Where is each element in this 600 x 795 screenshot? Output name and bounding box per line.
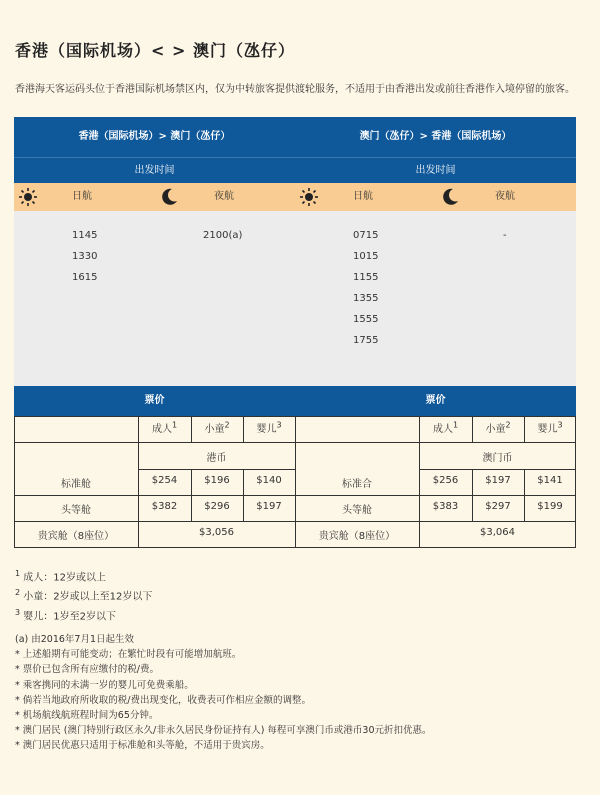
first-infant-price: $197 bbox=[256, 501, 282, 512]
departure-time: 1755 bbox=[353, 335, 379, 346]
page-title: 香港（国际机场）< > 澳门（氹仔） bbox=[15, 41, 295, 60]
route-table-macau-to-hkg bbox=[295, 117, 576, 548]
term-item: * 澳门居民优惠只适用于标准舱和头等舱，不适用于贵宾房。 bbox=[15, 740, 270, 752]
timetable-area bbox=[14, 211, 295, 386]
standard-child-price: $197 bbox=[485, 475, 511, 486]
fare-header: 票价 bbox=[14, 386, 295, 416]
night-flight-label: 夜航 bbox=[495, 191, 515, 202]
term-item: * 乘客携同的未满一岁的婴儿可免费乘船。 bbox=[15, 679, 194, 691]
vip-price: $3,056 bbox=[199, 527, 234, 538]
departure-time: 1145 bbox=[72, 230, 98, 241]
adult-column-header: 成人$^1$ bbox=[151, 420, 178, 435]
night-times-list bbox=[203, 225, 242, 246]
standard-child-price: $196 bbox=[204, 475, 230, 486]
day-night-subheader bbox=[14, 183, 295, 211]
departure-time: 1155 bbox=[353, 272, 379, 283]
intro-text: 香港海天客运码头位于香港国际机场禁区内，仅为中转旅客提供渡轮服务，不适用于由香港出发或前往香港作入境停留的旅客。 bbox=[15, 84, 575, 95]
first-child-price: $297 bbox=[485, 501, 511, 512]
route-header: 香港（国际机场）> 澳门（氹仔） bbox=[14, 117, 295, 157]
moon-icon bbox=[440, 183, 460, 211]
currency-label: 澳门币 bbox=[482, 453, 513, 464]
departure-time: 0715 bbox=[353, 230, 379, 241]
departure-time: 1330 bbox=[72, 251, 98, 262]
currency-label: 港币 bbox=[206, 453, 227, 464]
first-child-price: $296 bbox=[204, 501, 230, 512]
vip-price: $3,064 bbox=[480, 527, 515, 538]
route-header: 澳门（氹仔）> 香港（国际机场） bbox=[295, 117, 576, 157]
day-flight-label: 日航 bbox=[72, 191, 92, 202]
timetable-area bbox=[295, 211, 576, 386]
child-column-header: 小童$^2$ bbox=[204, 420, 230, 435]
departure-time: 1555 bbox=[353, 314, 379, 325]
vip-class-label: 贵宾舱（8座位） bbox=[318, 531, 396, 542]
first-adult-price: $383 bbox=[432, 501, 459, 512]
standard-infant-price: $140 bbox=[256, 475, 282, 486]
child-column-header: 小童$^2$ bbox=[485, 420, 511, 435]
departure-time: 1015 bbox=[353, 251, 379, 262]
term-item: * 倘若当地政府所收取的税/费出现变化，收费表可作相应金额的调整。 bbox=[15, 694, 311, 706]
departure-time: - bbox=[503, 230, 507, 241]
footnote: $^2$ 小童：2岁或以上至12岁以下 bbox=[15, 588, 153, 603]
fare-table bbox=[295, 416, 576, 548]
term-item: * 上述船期有可能变动；在繁忙时段有可能增加航班。 bbox=[15, 649, 242, 661]
age-footnotes bbox=[15, 566, 152, 624]
departure-time: 2100(a) bbox=[203, 230, 243, 241]
departure-time: 1355 bbox=[353, 293, 379, 304]
standard-infant-price: $141 bbox=[537, 475, 563, 486]
term-item: * 机场航线航班程时间为65分钟。 bbox=[15, 710, 159, 722]
standard-adult-price: $256 bbox=[432, 475, 459, 486]
departure-time-header: 出发时间 bbox=[295, 157, 576, 184]
term-item: (a) 由2016年7月1日起生效 bbox=[15, 634, 135, 645]
fare-table bbox=[14, 416, 295, 548]
standard-class-label: 标准合 bbox=[342, 479, 372, 490]
infant-column-header: 婴儿$^3$ bbox=[537, 420, 563, 435]
night-flight-label: 夜航 bbox=[214, 191, 234, 202]
footnote: $^1$ 成人：12岁或以上 bbox=[15, 569, 107, 584]
day-night-subheader bbox=[295, 183, 576, 211]
infant-column-header: 婴儿$^3$ bbox=[256, 420, 282, 435]
sun-icon bbox=[299, 183, 319, 211]
footnote: $^3$ 婴儿：1岁至2岁以下 bbox=[15, 607, 117, 622]
route-table-hkg-to-macau bbox=[14, 117, 295, 548]
departure-time: 1615 bbox=[72, 272, 98, 283]
standard-class-label: 标准舱 bbox=[61, 479, 91, 490]
schedule-tables bbox=[14, 117, 576, 548]
day-times-list bbox=[353, 225, 378, 351]
adult-column-header: 成人$^1$ bbox=[432, 420, 459, 435]
terms-list bbox=[15, 632, 432, 754]
first-class-label: 头等舱 bbox=[61, 505, 91, 516]
sun-icon bbox=[18, 183, 38, 211]
first-adult-price: $382 bbox=[151, 501, 178, 512]
moon-icon bbox=[159, 183, 179, 211]
day-flight-label: 日航 bbox=[353, 191, 373, 202]
first-infant-price: $199 bbox=[537, 501, 563, 512]
day-times-list bbox=[72, 225, 97, 288]
departure-time-header: 出发时间 bbox=[14, 157, 295, 184]
standard-adult-price: $254 bbox=[151, 475, 178, 486]
term-item: * 票价已包含所有应缴付的税/费。 bbox=[15, 664, 159, 676]
fare-header: 票价 bbox=[295, 386, 576, 416]
term-item: * 澳门居民 (澳门特别行政区永久/非永久居民身份证持有人) 每程可享澳门币或港币30元折扣优惠。 bbox=[15, 725, 432, 737]
vip-class-label: 贵宾舱（8座位） bbox=[37, 531, 115, 542]
night-times-list bbox=[503, 225, 507, 246]
first-class-label: 头等舱 bbox=[342, 505, 372, 516]
